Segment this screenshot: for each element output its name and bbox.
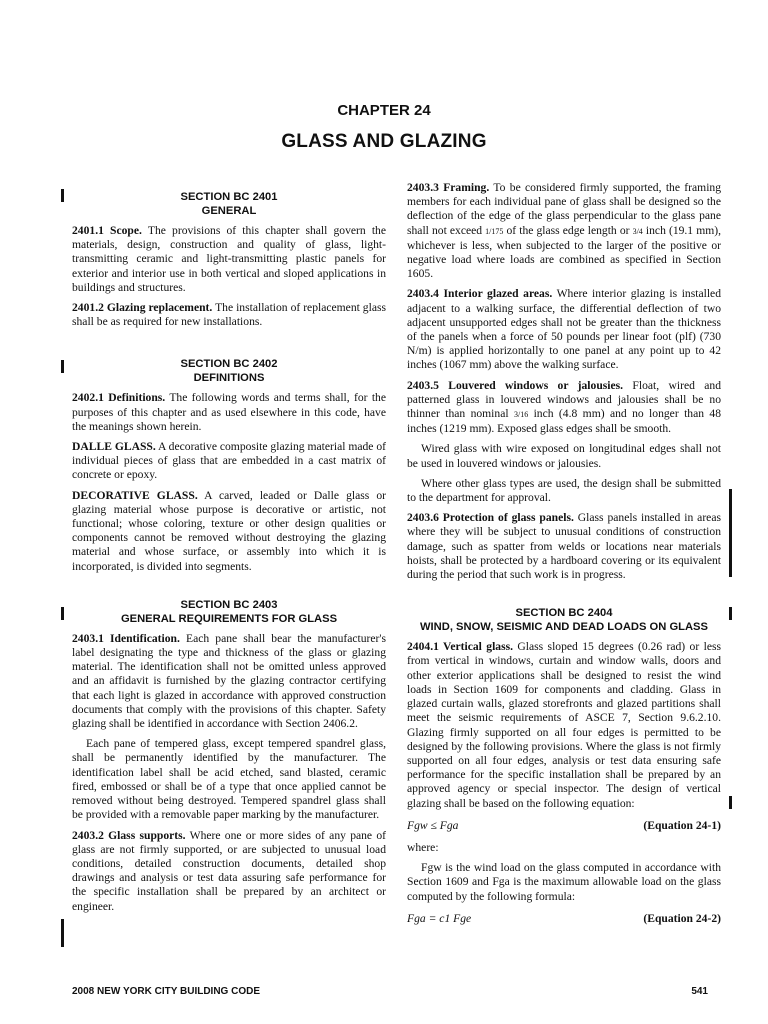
paragraph-2401-1: 2401.1 Scope. The provisions of this chapter shall govern the materials, design, construction and quality of glass, light-transmitting ceramic and light-transmitting plastic panels for exterior and interior use in both vertical and sloped applications in buildings and structures. [72,224,386,294]
change-bar [61,360,64,373]
footer-code-title: 2008 NEW YORK CITY BUILDING CODE [72,986,260,997]
equation-24-2: Fga = c1 Fge (Equation 24-2) [407,911,721,925]
paragraph-2403-3: 2403.3 Framing. To be considered firmly supported, the framing members for each individual pane of glass shall be designed so the deflection of the edge of the glass perpendicular to the glass pane shall not exceed 1/175 of the glass edge length or 3/4 inch (19.1 mm), whichever is less, when subjected to the larger of the positive or negative load where loads are combined as specified in Section 1605. [407,181,722,281]
paragraph-wired-glass: Wired glass with wire exposed on longitudinal edges shall not be used in louvered windows or jalousies. [407,442,721,470]
page-number: 541 [691,986,708,997]
chapter-number: CHAPTER 24 [337,102,431,119]
paragraph-2404-1: 2404.1 Vertical glass. Glass sloped 15 degrees (0.26 rad) or less from vertical in windows, curtain and window walls, doors and other exterior applications shall be designed to resist the wind loads in Section 1609 for components and cladding. Glass in glazed curtain walls, glazed storefronts and glazed partitions shall meet the seismic requirements of ASCE 7, Section 9.6.2.10. Glazing firmly supported on all four edges is permitted to be designed by the following provisions. Where the glass is not firmly supported on all four edges, analysis or test data ensuring safe performance for the specific installation shall be prepared by an approved agency or special inspector. The design of vertical glazing shall be based on the following equation: [407,640,721,810]
chapter-title: GLASS AND GLAZING [281,131,487,152]
paragraph-2403-4: 2403.4 Interior glazed areas. Where interior glazing is installed adjacent to a walking surface, the differential deflection of two adjacent unsupported edges shall not be greater than the thickness of the panels when a force of 50 pounds per linear foot (plf) (730 N/m) is applied horizontally to one panel at any point up to 42 inches (1067 mm) above the walking surface. [407,287,721,372]
change-bar [729,489,732,577]
definition-decorative-glass: DECORATIVE GLASS. A carved, leaded or Dalle glass or glazing material whose purpose is decorative or artistic, not functional; whose coloring, texture or other design qualities or components cannot be removed without destroying the glazing material and whose surface, or assembly into which it is incorporated, is divided into segments. [72,488,386,573]
paragraph-2403-5: 2403.5 Louvered windows or jalousies. Float, wired and patterned glass in louvered windows and jalousies shall be no thinner than nominal 3/16 inch (4.8 mm) and no longer than 48 inches (1219 mm). Exposed glass edges shall be smooth. [407,378,722,436]
paragraph-tempered-glass: Each pane of tempered glass, except tempered spandrel glass, shall be permanently identified by the manufacturer. The identification label shall be acid etched, sand blasted, ceramic fired, embossed or shall be of a type that once applied cannot be removed without being destroyed. Tempered spandrel glass shall be provided with a removable paper marking by the manufacturer. [72,737,386,822]
equation-24-1: Fgw ≤ Fga (Equation 24-1) [407,818,721,832]
section-heading: SECTION BC 2404 WIND, SNOW, SEISMIC AND DEAD LOADS ON GLASS [420,607,708,634]
paragraph-2402-1: 2402.1 Definitions. The following words and terms shall, for the purposes of this chapter and as used elsewhere in this code, have the meanings shown herein. [72,391,386,433]
paragraph-2403-2: 2403.2 Glass supports. Where one or more sides of any pane of glass are not firmly supported, or are subjected to unusual load conditions, detailed construction documents, detailed shop drawings and analysis or test data assuring safe performance for the specific installation shall be prepared by an architect or engineer. [72,828,387,913]
left-column [72,178,386,920]
paragraph-2403-6: 2403.6 Protection of glass panels. Glass panels installed in areas where they will be subject to unusual conditions of construction damage, such as spatter from welds or locations near materials hoists, shall be protected by a hardboard covering or its equivalent during the period that such work is in progress. [407,511,721,582]
page-footer [72,986,708,997]
paragraph-2401-2: 2401.2 Glazing replacement. The installation of replacement glass shall be as required for new installations. [72,301,386,329]
right-column [407,181,721,934]
change-bar [61,607,64,620]
where-label: where: [407,840,439,854]
change-bar [61,189,64,202]
paragraph-other-glass: Where other glass types are used, the design shall be submitted to the department for approval. [407,476,721,505]
change-bar [729,796,732,809]
paragraph-2403-1: 2403.1 Identification. Each pane shall bear the manufacturer's label designating the type and thickness of the glass or glazing material. The identification shall not be omitted unless approved and an affidavit is furnished by the glazing contractor certifying that each light is glazed in accordance with approved construction documents that comply with the provisions of this chapter. Safety glazing shall be identified in accordance with Section 2406.2. [72,631,387,731]
change-bar [729,607,732,620]
definition-dalle-glass: DALLE GLASS. A decorative composite glazing material made of individual pieces of glass that are embedded in a cast matrix of concrete or epoxy. [72,440,387,482]
section-heading: SECTION BC 2403 GENERAL REQUIREMENTS FOR GLASS [120,598,338,625]
section-heading: SECTION BC 2401 GENERAL [180,191,278,217]
paragraph-fgw-definition: Fgw is the wind load on the glass computed in accordance with Section 1609 and Fga is the maximum allowable load on the glass computed by the following formula: [407,861,721,903]
section-heading: SECTION BC 2402 DEFINITIONS [180,358,278,385]
change-bar [61,919,64,947]
